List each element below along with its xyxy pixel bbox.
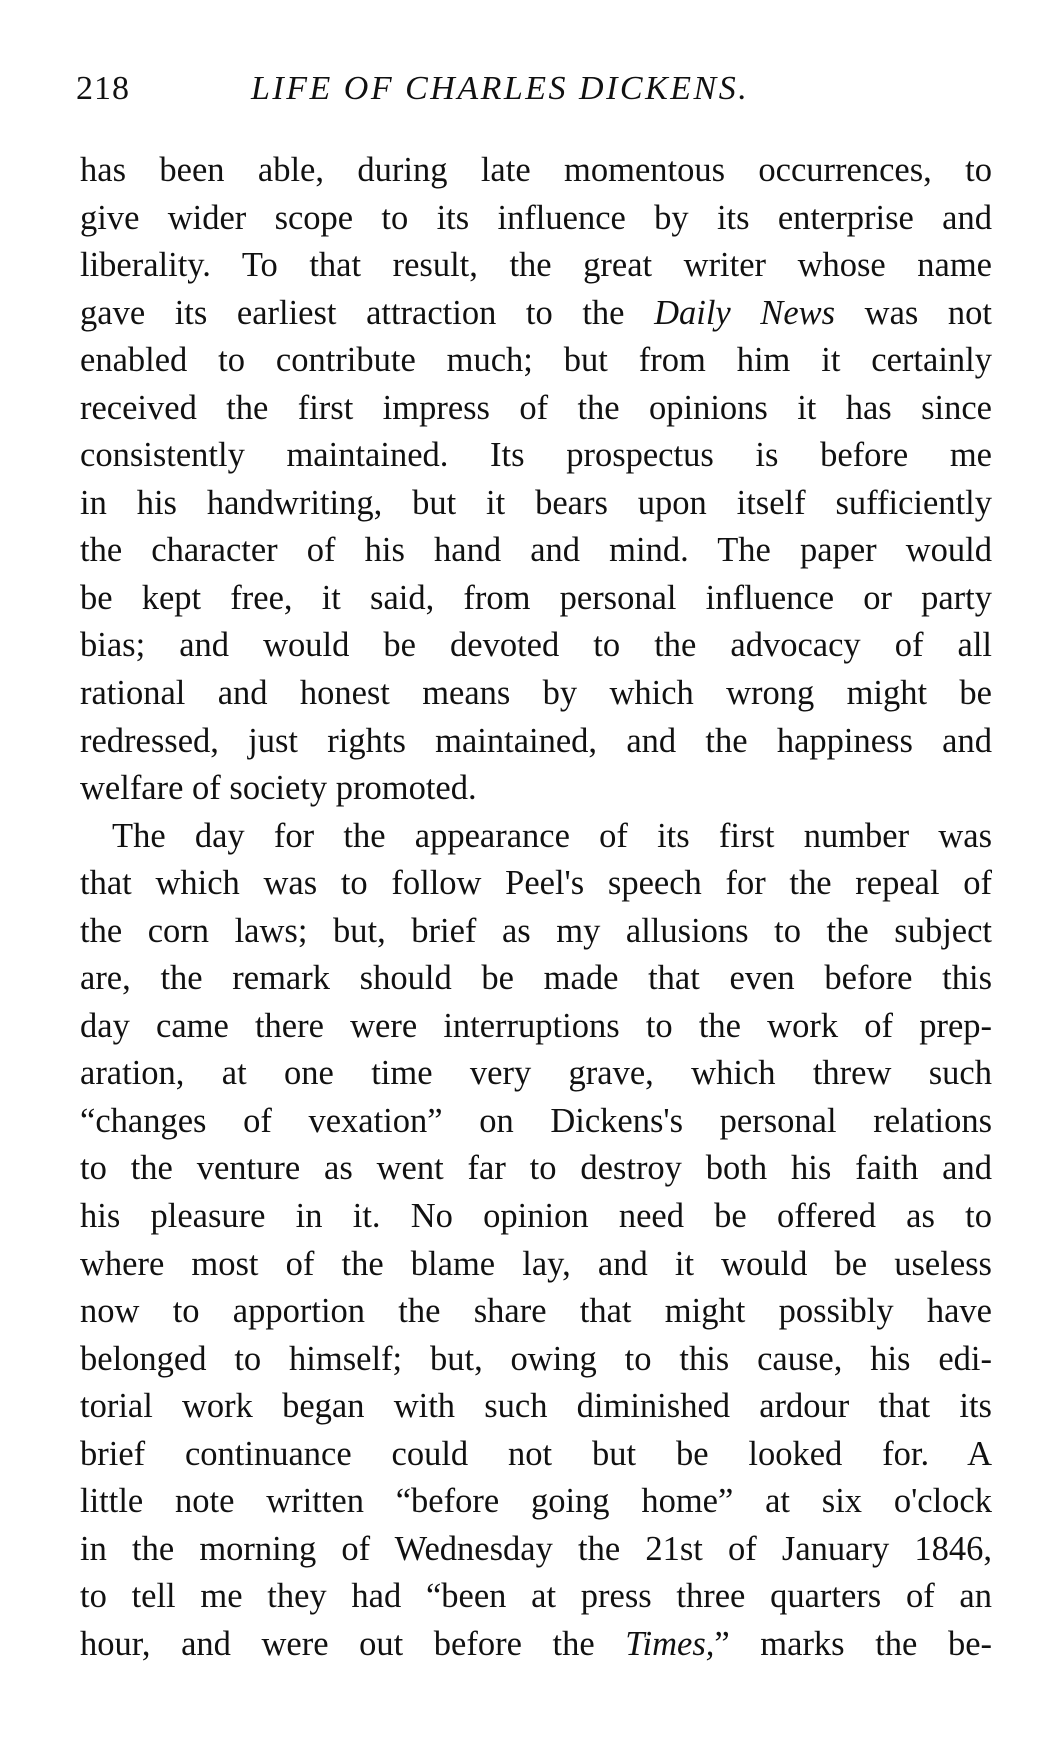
text-line: the character of his hand and mind. The paper would (80, 531, 992, 570)
text-line: where most of the blame lay, and it would be useless (80, 1244, 992, 1283)
text-line: day came there were interruptions to the work of prep- (80, 1006, 992, 1045)
book-title: LIFE OF CHARLES DICKENS. (251, 70, 750, 107)
text-line: in his handwriting, but it bears upon itself sufficiently (80, 483, 992, 522)
text-line: belonged to himself; but, owing to this cause, his edi- (80, 1339, 992, 1378)
text-line: received the first impress of the opinions it has since (80, 388, 992, 427)
text-segment: hour, and were out before the (80, 1624, 626, 1663)
text-line: enabled to contribute much; but from him it certainly (80, 341, 992, 380)
newspaper-title: Daily News (654, 293, 836, 332)
text-line: brief continuance could not but be looked for. A (80, 1434, 992, 1473)
text-line: has been able, during late momentous occurrences, to (80, 151, 992, 189)
text-line: “changes of vexation” on Dickens's personal relations (80, 1101, 992, 1140)
text-line: the corn laws; but, brief as my allusions to the subject (80, 911, 992, 950)
text-line: little note written “before going home” at six o'clock (80, 1482, 992, 1521)
text-segment: ” marks the be- (714, 1624, 992, 1663)
text-segment: was not (835, 293, 992, 332)
text-line: bias; and would be devoted to the advocacy of all (80, 626, 992, 665)
text-line: torial work began with such diminished ardour that its (80, 1387, 992, 1426)
text-line: be kept free, it said, from personal influence or party (80, 578, 992, 617)
text-line: give wider scope to its influence by its enterprise and (80, 198, 992, 237)
newspaper-title: Times, (625, 1624, 715, 1663)
text-line: welfare of society promoted. (80, 769, 477, 808)
text-line: rational and honest means by which wrong might be (80, 674, 992, 713)
text-line: to the venture as went far to destroy both his faith and (80, 1149, 992, 1188)
text-line: liberality. To that result, the great writer whose name (80, 246, 992, 285)
running-head (76, 64, 994, 114)
text-line: his pleasure in it. No opinion need be offered as to (80, 1197, 992, 1236)
text-line: consistently maintained. Its prospectus is before me (80, 436, 992, 475)
text-line (80, 290, 992, 338)
text-line: redressed, just rights maintained, and the happiness and (80, 721, 992, 760)
text-line: to tell me they had “been at press three quarters of an (80, 1577, 992, 1616)
text-line: now to apportion the share that might possibly have (80, 1292, 992, 1331)
body-text (80, 147, 992, 1669)
text-segment: gave its earliest attraction to the (80, 293, 655, 332)
text-line: are, the remark should be made that even before this (80, 959, 992, 998)
text-line: The day for the appearance of its first number was (112, 816, 992, 855)
text-line: in the morning of Wednesday the 21st of January 1846, (80, 1529, 992, 1568)
page-number: 218 (76, 70, 130, 107)
text-line (80, 1621, 992, 1669)
text-line: that which was to follow Peel's speech for the repeal of (80, 864, 992, 903)
text-line: aration, at one time very grave, which threw such (80, 1054, 992, 1093)
